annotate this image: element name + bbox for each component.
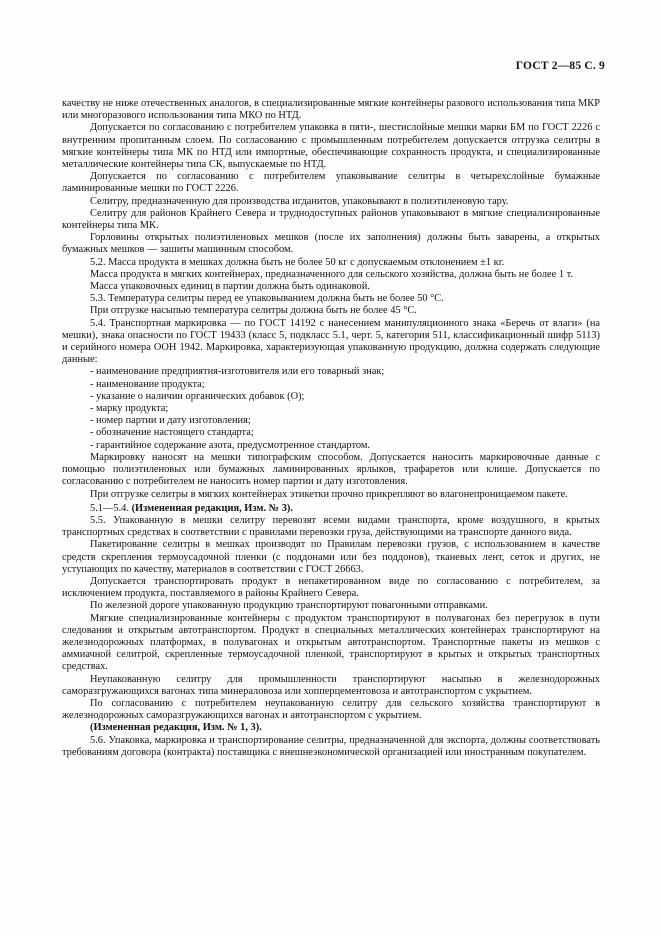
- list-item: - обозначение настоящего стандарта;: [90, 427, 254, 439]
- paragraph: По согласованию с потребителем неупакованную селитру для сельского хозяйства транспортируют в железнодорожных саморазгружающихся вагонах и автотранспортом с укрытием.: [62, 697, 600, 722]
- revision-note-text: 5.1—5.4. (Измененная редакция, Изм. № 3).: [90, 502, 293, 514]
- clause-5-4: 5.4. Транспортная маркировка — по ГОСТ 14192 с нанесением манипуляционного знака «Беречь от влаги» (на мешки), знака опасности по ГОСТ 19433 (класс 5, подкласс 5.1, черт. 5, категория 511, классификационный шифр 5113) и серийного номера ООН 1942. Маркировка, характеризующая упакованную продукцию, должна содержать следующие данные:: [62, 317, 600, 366]
- paragraph: По железной дороге упакованную продукцию транспортируют повагонными отправками.: [90, 600, 488, 612]
- list-item: - марку продукта;: [90, 403, 169, 415]
- paragraph: Пакетирование селитры в мешках производят по Правилам перевозки грузов, с использованием в качестве средств скрепления термоусадочной пленки (с поддонами или без поддонов), тканевых лент, сеток и других, не уступающих по качеству, материалов в соответствии с ГОСТ 26663.: [62, 539, 600, 575]
- list-item: - наименование продукта;: [90, 378, 205, 390]
- list-item: - наименование предприятия-изготовителя или его товарный знак;: [90, 366, 385, 378]
- paragraph: Масса продукта в мягких контейнерах, предназначенного для сельского хозяйства, должна быть не более 1 т.: [90, 268, 574, 280]
- clause-5-3: 5.3. Температура селитры перед ее упаковыванием должна быть не более 50 °С.: [90, 293, 444, 305]
- document-body: [62, 98, 600, 759]
- paragraph: При отгрузке селитры в мягких контейнерах этикетки прочно прикрепляют во влагонепроницаемом пакете.: [90, 488, 568, 500]
- revision-note: (Измененная редакция, Изм. № 1, 3).: [90, 722, 262, 734]
- list-item: - номер партии и дату изготовления;: [90, 415, 251, 427]
- paragraph: Масса упаковочных единиц в партии должна быть одинаковой.: [90, 281, 370, 293]
- list-item: - указание о наличии органических добавок (О);: [90, 390, 305, 402]
- paragraph: Допускается по согласованию с потребителем упаковка в пяти-, шестислойные мешки марки БМ по ГОСТ 2226 с внутренним пропитанным слоем. По согласованию с промышленным потребителем допускается отгрузка селитры в мягкие контейнеры типа МК по НТД или импортные, обеспечивающие сохранность продукта, и специализированные металлические контейнеры типа СК, выпускаемые по НТД.: [62, 122, 600, 171]
- paragraph: Селитру для районов Крайнего Севера и труднодоступных районов упаковывают в мягкие специализированные контейнеры типа МК.: [62, 207, 600, 232]
- paragraph: Допускается по согласованию с потребителем упаковывание селитры в четырехслойные бумажные ламинированные мешки по ГОСТ 2226.: [62, 171, 600, 195]
- page-header: ГОСТ 2—85 С. 9: [515, 60, 605, 72]
- revision-note: [62, 503, 600, 515]
- paragraph: Мягкие специализированные контейнеры с продуктом транспортируют в полувагонах без перегрузок в пути следования и открытым автотранспортом. Продукт в специальных металлических контейнерах транспортируют на железнодорожных платформах, в полувагонах и открытым автотранспортом. Транспортные пакеты из мешков с аммиачной селитрой, скрепленные термоусадочной пленкой, транспортируют в крытых и открытых транспортных средствах.: [62, 612, 600, 673]
- clause-5-5: 5.5. Упакованную в мешки селитру перевозят всеми видами транспорта, кроме воздушного, в крытых транспортных средствах в соответствии с правилами перевозки груза, действующими на транспорте данного вида.: [62, 514, 600, 539]
- paragraph: Допускается транспортировать продукт в непакетированном виде по согласованию с потребителем, за исключением продукта, поставляемого в районы Крайнего Севера.: [62, 575, 600, 600]
- paragraph: Маркировку наносят на мешки типографским способом. Допускается наносить маркировочные данные с помощью полиэтиленовых или бумажных ламинированных ярлыков, трафаретов или клише. Допускается по согласованию с потребителем не наносить номер партии и дату изготовления.: [62, 451, 600, 488]
- paragraph: Горловины открытых полиэтиленовых мешков (после их заполнения) должны быть заварены, а открытых бумажных мешков — зашиты машинным способом.: [62, 232, 600, 256]
- clause-5-2: 5.2. Масса продукта в мешках должна быть не более 50 кг с допускаемым отклонением ±1 кг.: [90, 256, 505, 268]
- paragraph: Неупакованную селитру для промышленности транспортируют насыпью в железнодорожных саморазгружающихся вагонах типа минераловоза или хопперцементовоза и автотранспортом с укрытием.: [62, 673, 600, 697]
- clause-5-6: 5.6. Упаковка, маркировка и транспортирование селитры, предназначенной для экспорта, должны соответствовать требованиям договора (контракта) поставщика с внешнеэкономической организацией или иностранным покупателем.: [62, 734, 600, 758]
- paragraph: Селитру, предназначенную для производства игданитов, упаковывают в полиэтиленовую тару.: [90, 195, 509, 207]
- list-item: - гарантийное содержание азота, предусмотренное стандартом.: [90, 439, 371, 451]
- paragraph: качеству не ниже отечественных аналогов, в специализированные мягкие контейнеры разового использования типа МКР или многоразового использования типа МКО по НТД.: [62, 98, 600, 122]
- paragraph: При отгрузке насыпью температура селитры должна быть не более 45 °С.: [90, 305, 417, 317]
